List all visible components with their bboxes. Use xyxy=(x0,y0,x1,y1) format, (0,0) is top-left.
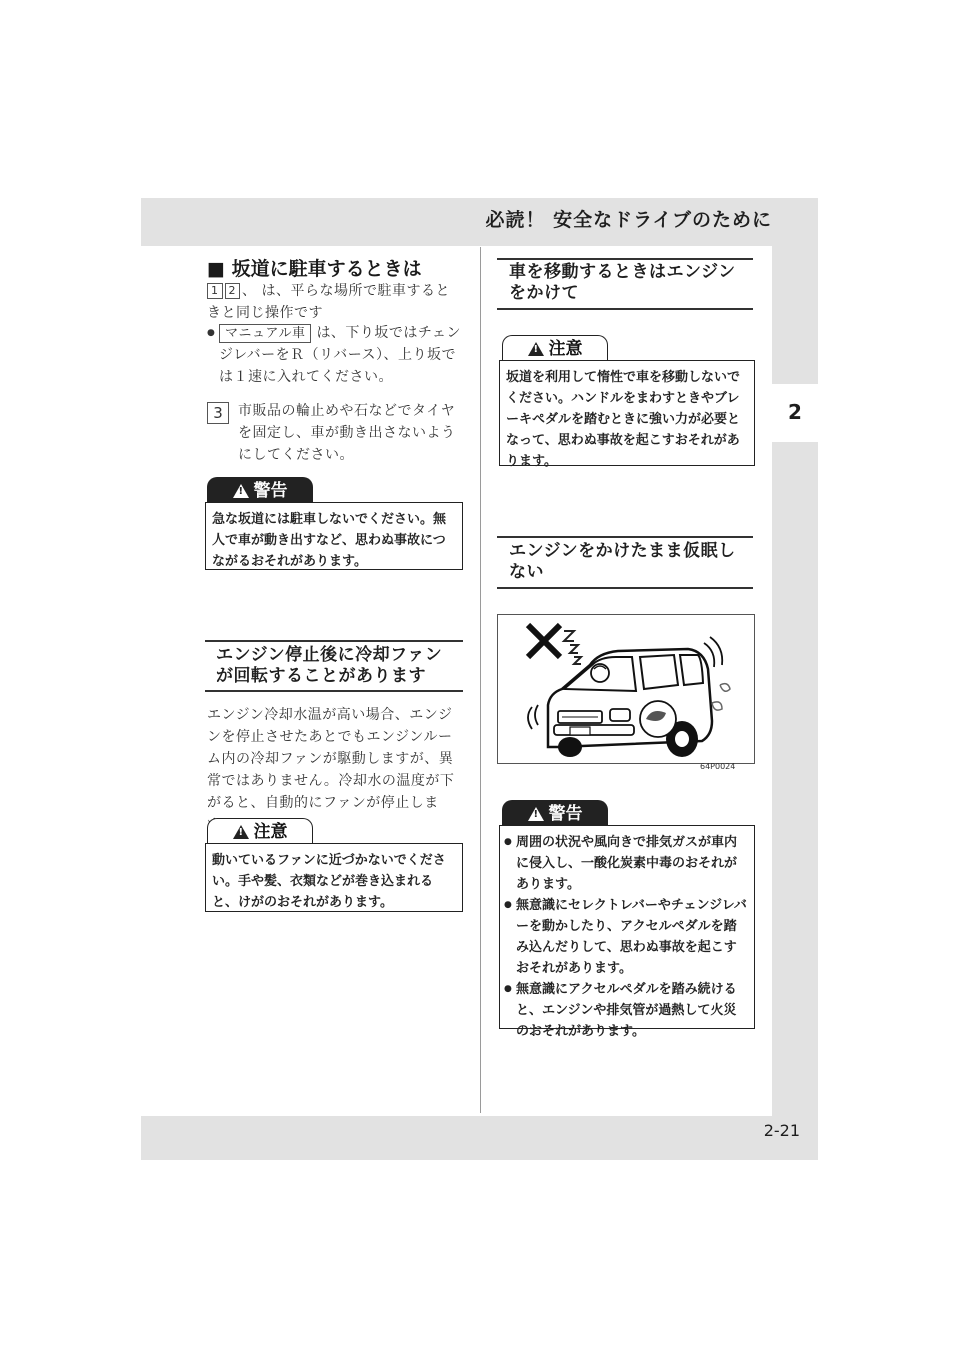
step-1-2-text: 、 は、平らな場所で駐車するときと同じ操作です xyxy=(207,283,450,321)
caution-triangle-icon xyxy=(233,825,249,839)
manual-car-tag: マニュアル車 xyxy=(219,324,311,343)
move-section-title: 車を移動するときはエンジンをかけて xyxy=(509,262,736,303)
warning-label-2: !警告 xyxy=(502,800,608,827)
step-3-text: 市販品の輪止めや石などでタイヤを固定し、車が動き出さないようにしてください。 xyxy=(238,403,456,463)
column-divider xyxy=(480,247,481,1113)
warning-text-2 xyxy=(500,826,754,1048)
header-title: 必読！ 安全なドライブのために xyxy=(485,209,772,231)
page-number: 2-21 xyxy=(763,1121,800,1140)
sleeping-driver-illustration xyxy=(497,614,755,764)
manual-note-text: は、下り坂ではチェンジレバーをＲ（リバース）、上り坂では１速に入れてください。 xyxy=(219,325,462,385)
warning-item-3: ● 無意識にアクセルペダルを踏み続けると、エンジンや排気管が過熱して火災のおそれがあります。 xyxy=(504,979,748,1042)
parking-heading: ■ 坂道に駐車するときは xyxy=(207,258,422,280)
warning-text-1: 急な坂道には駐車しないでください。無人で車が動き出すなど、思わぬ事故につながるおそれがあります。 xyxy=(212,512,447,569)
caution-triangle-icon xyxy=(528,342,544,356)
chapter-number: 2 xyxy=(788,400,802,424)
illustration-code: 64P0024 xyxy=(700,762,736,771)
warning-item-2: ● 無意識にセレクトレバーやチェンジレバーを動かしたり、アクセルペダルを踏み込んだりして、思わぬ事故を起こすおそれがあります。 xyxy=(504,895,748,979)
warning-box-1 xyxy=(205,502,463,570)
warning-item-1: ● 周囲の状況や風向きで排気ガスが車内に侵入し、一酸化炭素中毒のおそれがあります。 xyxy=(504,832,748,895)
warning-triangle-icon xyxy=(528,807,544,821)
warning-box-2 xyxy=(499,825,755,1039)
nap-section-title: エンジンをかけたまま仮眠しない xyxy=(509,541,736,582)
step-3-marker: 3 xyxy=(207,402,229,424)
car-driver-sleeping-icon xyxy=(498,615,754,763)
step-1-2-paragraph xyxy=(207,280,463,324)
fan-section-title: エンジン停止後に冷却ファンが回転することがあります xyxy=(216,645,443,686)
caution-text-2: 坂道を利用して惰性で車を移動しないでください。ハンドルをまわすときやブレーキペダルを踏むときに強い力が必要となって、思わぬ事故を起こすおそれがあります。 xyxy=(506,370,741,469)
caution-box-2 xyxy=(499,360,755,469)
caution-text-1: 動いているファンに近づかないでください。手や髪、衣類などが巻き込まれると、けがのおそれがあります。 xyxy=(212,853,446,910)
step-1-marker: 1 xyxy=(207,283,223,299)
caution-label-1: !注意 xyxy=(207,818,313,845)
caution-box-1 xyxy=(205,843,463,912)
manual-note xyxy=(207,322,463,388)
step-2-marker: 2 xyxy=(225,283,241,299)
fan-body-text: エンジン冷却水温が高い場合、エンジンを停止させたあとでもエンジンルーム内の冷却ファンが駆動しますが、異常ではありません。冷却水の温度が下がると、自動的にファンが停止しま xyxy=(207,707,455,811)
warning-label-1: !警告 xyxy=(207,477,313,504)
warning-triangle-icon xyxy=(233,484,249,498)
caution-label-2: !注意 xyxy=(502,335,608,362)
